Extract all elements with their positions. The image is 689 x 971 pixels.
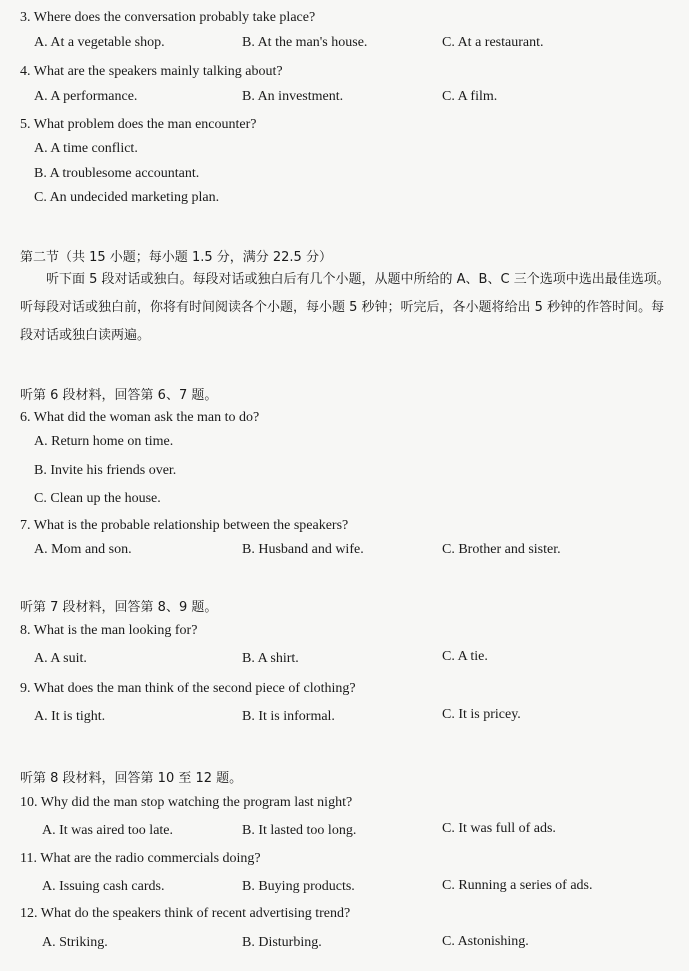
question-6-stem: 6. What did the woman ask the man to do? [20, 410, 260, 425]
question-3-stem: 3. Where does the conversation probably take place? [20, 10, 316, 25]
question-10-option-c: C. It was full of ads. [442, 821, 556, 836]
question-12-stem: 12. What do the speakers think of recent advertising trend? [20, 906, 351, 921]
question-11-option-b: B. Buying products. [242, 879, 355, 894]
group-6-heading: 听第 6 段材料，回答第 6、7 题。 [20, 388, 218, 403]
question-7-stem: 7. What is the probable relationship between the speakers? [20, 518, 349, 533]
question-8-option-b: B. A shirt. [242, 651, 299, 666]
question-3-option-a: A. At a vegetable shop. [34, 35, 165, 50]
question-8-option-a: A. A suit. [34, 651, 87, 666]
question-11-option-c: C. Running a series of ads. [442, 878, 593, 893]
question-12-option-a: A. Striking. [42, 935, 108, 950]
question-7-option-a: A. Mom and son. [34, 542, 132, 557]
question-3-option-c: C. At a restaurant. [442, 35, 544, 50]
question-6-option-a: A. Return home on time. [34, 434, 174, 449]
question-3-option-b: B. At the man's house. [242, 35, 368, 50]
section-2-heading: 第二节（共 15 小题；每小题 1.5 分，满分 22.5 分） [20, 250, 332, 265]
question-4-stem: 4. What are the speakers mainly talking about? [20, 64, 283, 79]
group-8-heading: 听第 8 段材料，回答第 10 至 12 题。 [20, 771, 243, 786]
question-4-option-b: B. An investment. [242, 89, 344, 104]
question-10-option-a: A. It was aired too late. [42, 823, 174, 838]
question-10-option-b: B. It lasted too long. [242, 823, 357, 838]
question-4-option-c: C. A film. [442, 89, 498, 104]
question-8-stem: 8. What is the man looking for? [20, 623, 198, 638]
question-12-option-c: C. Astonishing. [442, 934, 529, 949]
question-4-option-a: A. A performance. [34, 89, 138, 104]
question-11-option-a: A. Issuing cash cards. [42, 879, 165, 894]
question-10-stem: 10. Why did the man stop watching the program last night? [20, 795, 353, 810]
question-5-option-a: A. A time conflict. [34, 141, 138, 156]
question-7-option-c: C. Brother and sister. [442, 542, 561, 557]
question-6-option-c: C. Clean up the house. [34, 491, 161, 506]
group-7-heading: 听第 7 段材料，回答第 8、9 题。 [20, 600, 218, 615]
question-5-stem: 5. What problem does the man encounter? [20, 117, 257, 132]
question-9-option-a: A. It is tight. [34, 709, 106, 724]
question-5-option-b: B. A troublesome accountant. [34, 166, 200, 181]
question-12-option-b: B. Disturbing. [242, 935, 322, 950]
question-9-stem: 9. What does the man think of the second piece of clothing? [20, 681, 356, 696]
question-6-option-b: B. Invite his friends over. [34, 463, 177, 478]
question-8-option-c: C. A tie. [442, 649, 488, 664]
question-9-option-c: C. It is pricey. [442, 707, 521, 722]
question-11-stem: 11. What are the radio commercials doing? [20, 851, 261, 866]
question-7-option-b: B. Husband and wife. [242, 542, 364, 557]
question-5-option-c: C. An undecided marketing plan. [34, 190, 220, 205]
question-9-option-b: B. It is informal. [242, 709, 335, 724]
section-2-instructions: 听下面 5 段对话或独白。每段对话或独白后有几个小题，从题中所给的 A、B、C 三个选项中选出最佳选项。听每段对话或独白前，你将有时间阅读各个小题，每小题 5 秒钟；听完后，各小题将给出 5 秒钟的作答时间。每段对话或独白读两遍。 [20, 272, 670, 343]
